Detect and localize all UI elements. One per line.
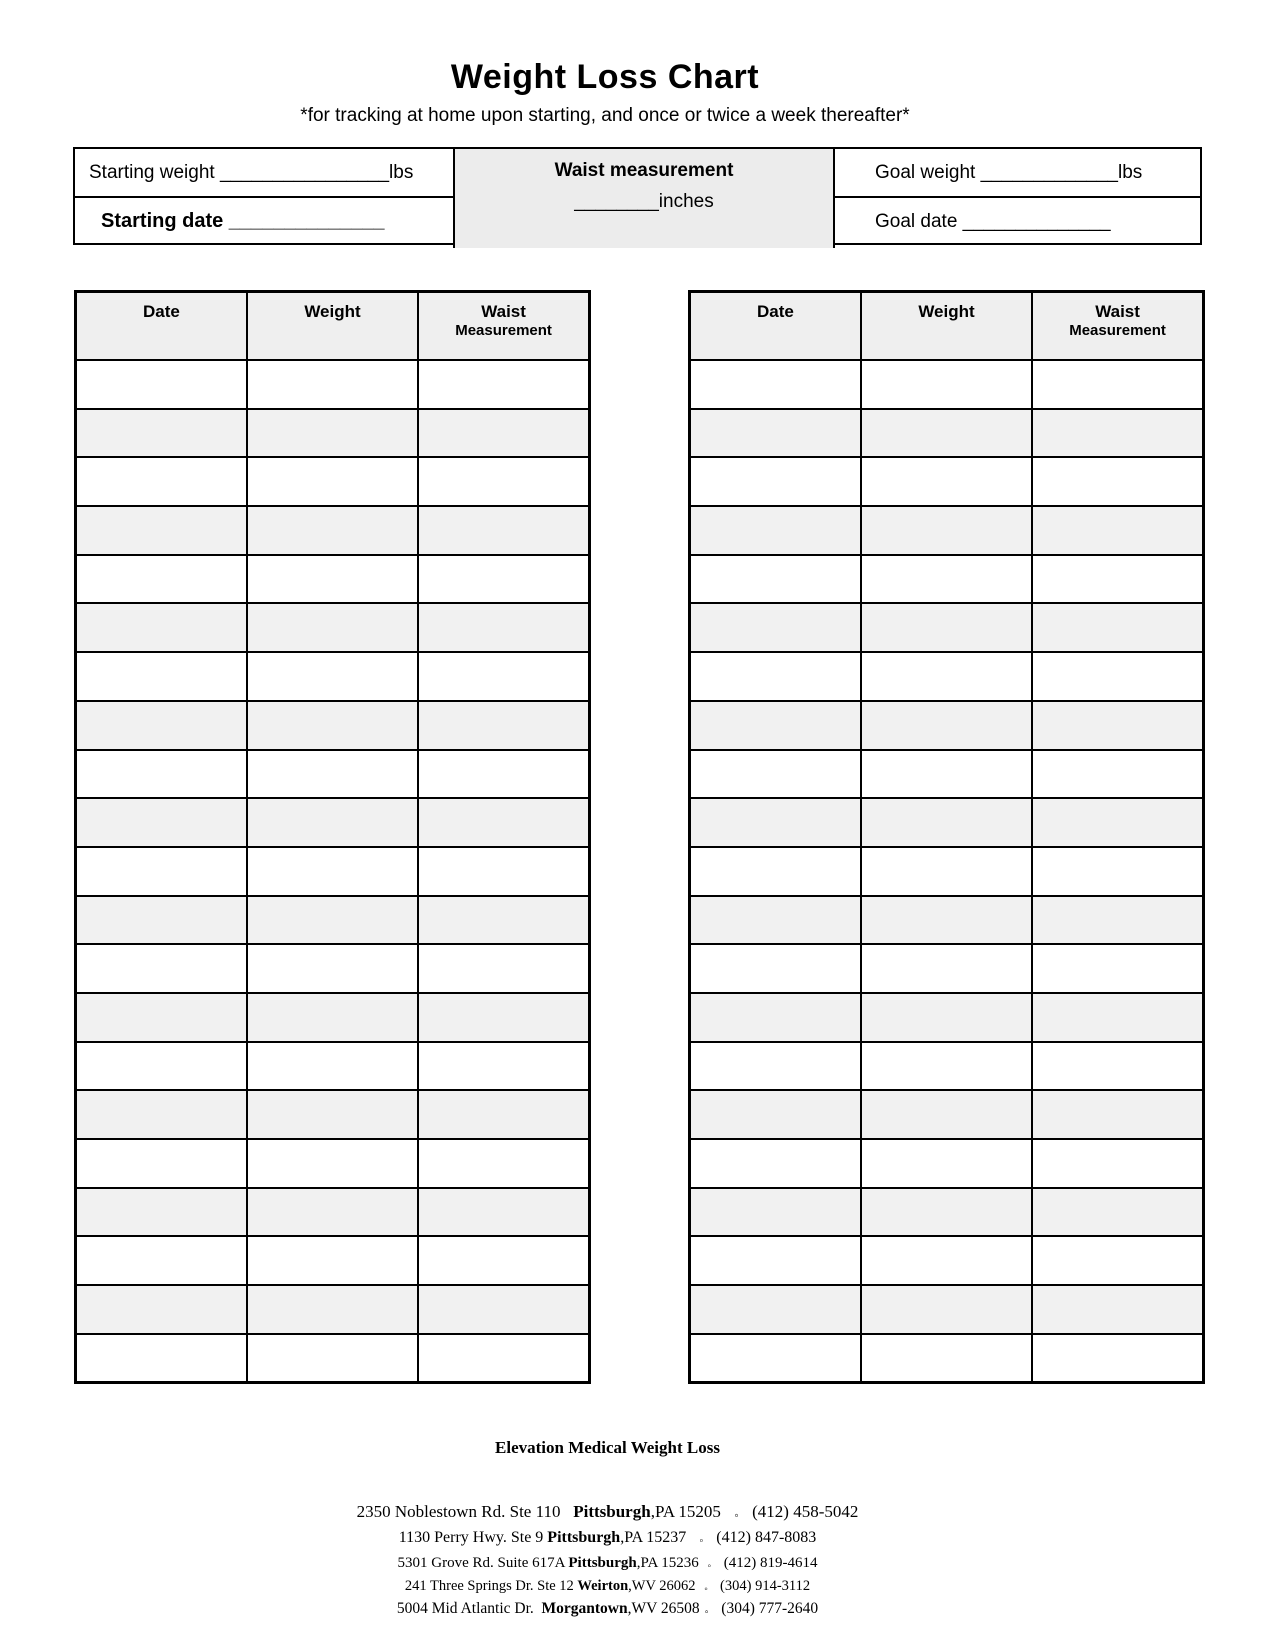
log-cell <box>76 506 247 555</box>
log-cell <box>1032 1188 1203 1237</box>
log-cell <box>418 1285 589 1334</box>
clinic-location-line <box>0 1601 1215 1617</box>
log-cell <box>76 1334 247 1383</box>
log-cell <box>1032 555 1203 604</box>
log-cell <box>690 701 861 750</box>
waist-measurement-label: Waist measurement <box>554 160 734 181</box>
log-cell <box>247 847 418 896</box>
log-cell <box>1032 1334 1203 1383</box>
log-cell <box>418 1334 589 1383</box>
clinic-locations <box>0 1503 1215 1616</box>
log-cell <box>418 1139 589 1188</box>
log-cell <box>247 750 418 799</box>
log-cell <box>418 1090 589 1139</box>
log-cell <box>1032 993 1203 1042</box>
starting-section <box>75 149 453 243</box>
log-cell <box>1032 457 1203 506</box>
log-cell <box>861 360 1032 409</box>
log-cell <box>861 1090 1032 1139</box>
log-cell <box>861 1042 1032 1091</box>
log-row <box>76 360 590 409</box>
log-cell <box>690 1090 861 1139</box>
log-cell <box>861 798 1032 847</box>
page-subtitle: *for tracking at home upon starting, and once or twice a week thereafter* <box>300 105 910 126</box>
log-row <box>76 652 590 701</box>
log-cell <box>690 750 861 799</box>
log-cell <box>690 652 861 701</box>
summary-box <box>73 147 1202 245</box>
log-cell <box>247 798 418 847</box>
log-cell <box>76 993 247 1042</box>
log-cell <box>247 944 418 993</box>
log-cell <box>1032 1090 1203 1139</box>
log-cell <box>1032 896 1203 945</box>
log-cell <box>861 409 1032 458</box>
log-row <box>76 798 590 847</box>
log-cell <box>247 652 418 701</box>
log-row <box>76 944 590 993</box>
location-address: 5004 Mid Atlantic Dr. <box>396 1599 542 1617</box>
log-cell <box>76 944 247 993</box>
log-cell <box>1032 506 1203 555</box>
log-cell <box>861 555 1032 604</box>
log-row <box>690 360 1204 409</box>
bullet-separator-icon: ◦ <box>707 1561 712 1572</box>
log-row <box>76 555 590 604</box>
location-region: ,WV 26508 <box>627 1599 700 1617</box>
log-cell <box>418 409 589 458</box>
log-row <box>690 652 1204 701</box>
log-cell <box>418 847 589 896</box>
log-cell <box>247 1139 418 1188</box>
log-cell <box>861 1139 1032 1188</box>
footer <box>0 1402 1215 1650</box>
goal-section <box>835 149 1200 243</box>
log-row <box>690 1285 1204 1334</box>
bullet-separator-icon: ◦ <box>699 1535 704 1547</box>
log-row <box>76 1236 590 1285</box>
goal-weight-field: Goal weight _____________lbs <box>835 149 1200 198</box>
log-row <box>690 603 1204 652</box>
log-row <box>690 750 1204 799</box>
log-cell <box>861 652 1032 701</box>
log-cell <box>76 1042 247 1091</box>
log-cell <box>690 360 861 409</box>
clinic-location-line <box>0 1530 1215 1546</box>
log-cell <box>418 1042 589 1091</box>
log-cell <box>76 798 247 847</box>
log-row <box>76 1139 590 1188</box>
location-phone: (412) 847-8083 <box>708 1529 817 1546</box>
column-header-waist: Waist Measurement <box>418 292 589 361</box>
log-cell <box>247 1285 418 1334</box>
log-cell <box>1032 1236 1203 1285</box>
log-row <box>76 1285 590 1334</box>
log-cell <box>418 652 589 701</box>
goal-date-field: Goal date ______________ <box>875 210 1111 232</box>
log-row <box>690 847 1204 896</box>
column-header-date: Date <box>76 292 247 361</box>
log-cell <box>76 1139 247 1188</box>
log-cell <box>418 603 589 652</box>
location-city: Pittsburgh <box>547 1529 621 1546</box>
log-row <box>76 847 590 896</box>
clinic-location-line <box>0 1579 1215 1594</box>
log-cell <box>247 1042 418 1091</box>
column-header-date: Date <box>690 292 861 361</box>
log-cell <box>1032 798 1203 847</box>
log-cell <box>418 798 589 847</box>
log-cell <box>690 457 861 506</box>
log-cell <box>418 993 589 1042</box>
log-row <box>690 993 1204 1042</box>
log-cell <box>861 603 1032 652</box>
waist-measurement-section <box>453 149 835 248</box>
log-row <box>76 506 590 555</box>
log-cell <box>861 506 1032 555</box>
log-cell <box>690 847 861 896</box>
log-cell <box>247 360 418 409</box>
log-cell <box>690 1334 861 1383</box>
log-cell <box>1032 652 1203 701</box>
bullet-separator-icon: ◦ <box>704 1605 709 1618</box>
log-row <box>76 1188 590 1237</box>
log-cell <box>76 1188 247 1237</box>
log-cell <box>76 360 247 409</box>
log-cell <box>690 1139 861 1188</box>
log-row <box>76 457 590 506</box>
log-cell <box>1032 603 1203 652</box>
log-cell <box>1032 701 1203 750</box>
log-row <box>690 1042 1204 1091</box>
log-cell <box>247 1236 418 1285</box>
log-cell <box>861 896 1032 945</box>
log-cell <box>247 896 418 945</box>
log-row <box>76 750 590 799</box>
log-cell <box>690 1188 861 1237</box>
location-address: 2350 Noblestown Rd. Ste 110 <box>356 1502 574 1521</box>
log-cell <box>418 360 589 409</box>
log-cell <box>690 993 861 1042</box>
log-row <box>690 798 1204 847</box>
log-cell <box>247 993 418 1042</box>
log-cell <box>1032 360 1203 409</box>
clinic-location-line <box>0 1503 1215 1520</box>
log-cell <box>247 701 418 750</box>
log-cell <box>690 798 861 847</box>
log-cell <box>418 1188 589 1237</box>
column-header-waist: Waist Measurement <box>1032 292 1203 361</box>
log-cell <box>76 1090 247 1139</box>
starting-date-field: Starting date ______________ <box>101 210 385 232</box>
log-row <box>690 1090 1204 1139</box>
log-cell <box>247 1334 418 1383</box>
clinic-location-line <box>0 1556 1215 1571</box>
location-phone: (304) 914-3112 <box>712 1578 811 1594</box>
log-cell <box>861 1236 1032 1285</box>
log-cell <box>1032 409 1203 458</box>
log-cell <box>418 457 589 506</box>
log-cell <box>861 847 1032 896</box>
log-cell <box>418 555 589 604</box>
log-cell <box>247 1188 418 1237</box>
log-table-left <box>74 290 591 1384</box>
log-row <box>690 1139 1204 1188</box>
bullet-separator-icon: ◦ <box>734 1508 739 1522</box>
log-cell <box>690 409 861 458</box>
log-row <box>76 603 590 652</box>
location-region: ,PA 15205 <box>650 1502 730 1521</box>
location-city: Pittsburgh <box>573 1502 651 1521</box>
title-block <box>0 58 1210 127</box>
log-cell <box>418 506 589 555</box>
log-row <box>76 1090 590 1139</box>
log-cell <box>76 701 247 750</box>
log-cell <box>76 896 247 945</box>
log-row <box>690 1236 1204 1285</box>
bullet-separator-icon: ◦ <box>704 1584 708 1595</box>
log-cell <box>247 1090 418 1139</box>
log-cell <box>690 1236 861 1285</box>
log-cell <box>418 701 589 750</box>
log-row <box>690 409 1204 458</box>
log-table-right <box>688 290 1205 1384</box>
location-region: ,WV 26062 <box>628 1578 700 1594</box>
log-cell <box>1032 1042 1203 1091</box>
log-row <box>690 1188 1204 1237</box>
log-row <box>690 555 1204 604</box>
location-address: 241 Three Springs Dr. Ste 12 <box>404 1578 578 1594</box>
log-row <box>690 896 1204 945</box>
location-region: ,PA 15236 <box>636 1555 703 1571</box>
log-cell <box>861 1285 1032 1334</box>
log-row <box>690 701 1204 750</box>
log-cell <box>247 603 418 652</box>
log-cell <box>690 603 861 652</box>
log-cell <box>690 506 861 555</box>
log-cell <box>1032 1139 1203 1188</box>
log-row <box>76 1334 590 1383</box>
log-row <box>690 457 1204 506</box>
log-row <box>690 944 1204 993</box>
log-cell <box>76 847 247 896</box>
clinic-name: Elevation Medical Weight Loss <box>495 1438 720 1457</box>
waist-inches-field: ________inches <box>574 191 714 212</box>
location-address: 5301 Grove Rd. Suite 617A <box>397 1555 569 1571</box>
log-cell <box>76 409 247 458</box>
location-phone: (412) 458-5042 <box>743 1502 859 1521</box>
log-cell <box>76 603 247 652</box>
log-cell <box>861 750 1032 799</box>
log-cell <box>861 457 1032 506</box>
log-cell <box>76 457 247 506</box>
log-cell <box>690 896 861 945</box>
location-phone: (304) 777-2640 <box>713 1599 819 1617</box>
log-cell <box>247 457 418 506</box>
log-cell <box>690 1042 861 1091</box>
log-cell <box>247 555 418 604</box>
starting-weight-field: Starting weight ________________lbs <box>75 149 453 198</box>
log-cell <box>76 1285 247 1334</box>
log-cell <box>861 1334 1032 1383</box>
log-row <box>690 1334 1204 1383</box>
location-city: Pittsburgh <box>568 1555 637 1571</box>
log-row <box>76 701 590 750</box>
log-cell <box>418 1236 589 1285</box>
log-cell <box>861 701 1032 750</box>
location-address: 1130 Perry Hwy. Ste 9 <box>398 1529 548 1546</box>
location-city: Morgantown <box>541 1599 628 1617</box>
log-cell <box>690 555 861 604</box>
log-cell <box>690 1285 861 1334</box>
location-city: Weirton <box>577 1578 629 1594</box>
log-cell <box>76 750 247 799</box>
log-cell <box>1032 944 1203 993</box>
log-header-row <box>690 292 1204 361</box>
log-cell <box>1032 1285 1203 1334</box>
log-cell <box>247 506 418 555</box>
log-row <box>76 896 590 945</box>
location-phone: (412) 819-4614 <box>716 1555 818 1571</box>
log-row <box>76 409 590 458</box>
log-cell <box>76 1236 247 1285</box>
location-region: ,PA 15237 <box>620 1529 695 1546</box>
log-cell <box>861 1188 1032 1237</box>
column-header-weight: Weight <box>247 292 418 361</box>
page-title: Weight Loss Chart <box>450 58 760 96</box>
log-row <box>690 506 1204 555</box>
log-cell <box>76 652 247 701</box>
log-cell <box>418 944 589 993</box>
log-cell <box>690 944 861 993</box>
log-row <box>76 1042 590 1091</box>
log-cell <box>1032 750 1203 799</box>
log-cell <box>1032 847 1203 896</box>
log-cell <box>247 409 418 458</box>
log-cell <box>861 993 1032 1042</box>
log-cell <box>418 896 589 945</box>
log-row <box>76 993 590 1042</box>
log-header-row <box>76 292 590 361</box>
log-cell <box>76 555 247 604</box>
column-header-weight: Weight <box>861 292 1032 361</box>
log-cell <box>861 944 1032 993</box>
log-cell <box>418 750 589 799</box>
